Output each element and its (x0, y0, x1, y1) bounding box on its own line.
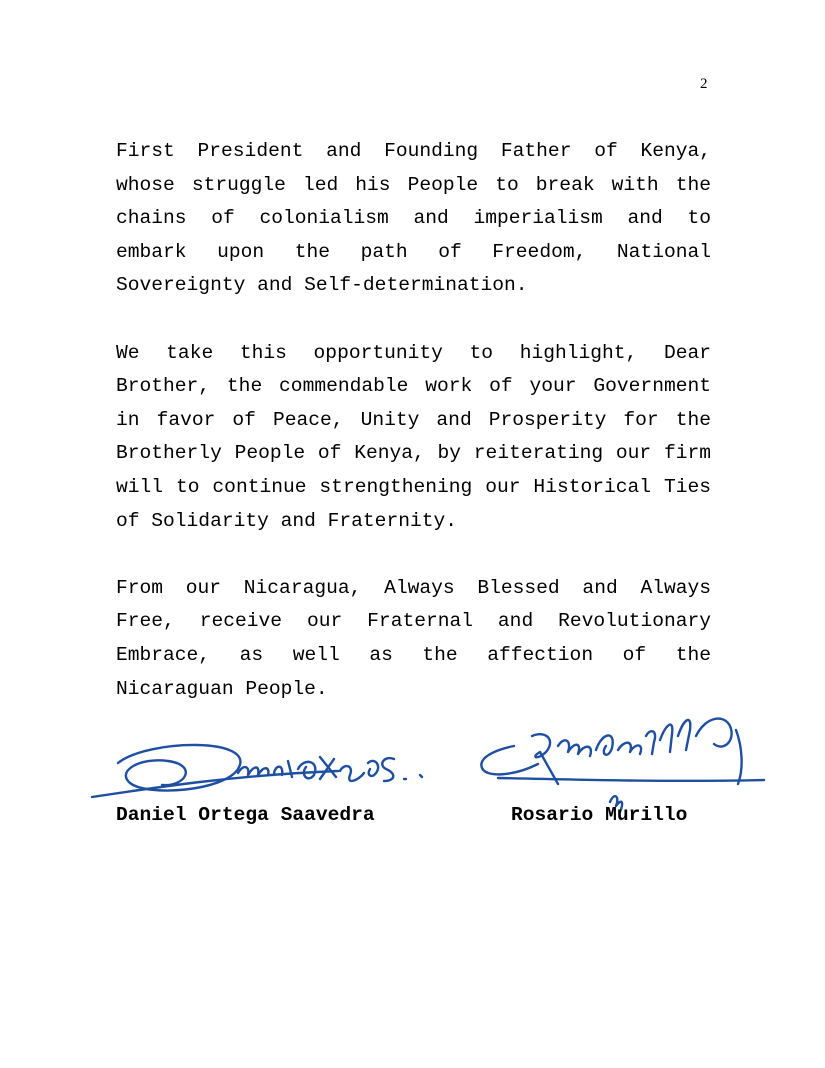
paragraph-government-work: We take this opportunity to highlight, Dear Brother, the commendable work of your Government in favor of Peace, Unity and Prosperity for the Brotherly People of Kenya, by reiterating our firm will to continue strengthening our Historical Ties of Solidarity and Fraternity. (116, 341, 711, 532)
rosario-murillo-signature (474, 706, 770, 818)
letter-body (116, 135, 711, 740)
signer-name-left: Daniel Ortega Saavedra (116, 804, 375, 826)
page-number: 2 (700, 76, 708, 92)
paragraph-tribute: First President and Founding Father of Kenya, whose struggle led his People to break with the chains of colonialism and imperialism and to embark upon the path of Freedom, National Sovereignty and Self-determination. (116, 140, 711, 297)
daniel-ortega-signature (88, 735, 444, 805)
signer-name-right: Rosario Murillo (511, 804, 688, 826)
paragraph-closing-embrace: From our Nicaragua, Always Blessed and Always Free, receive our Fraternal and Revolutionary Embrace, as well as the affection of the Nicaraguan People. (116, 576, 711, 700)
